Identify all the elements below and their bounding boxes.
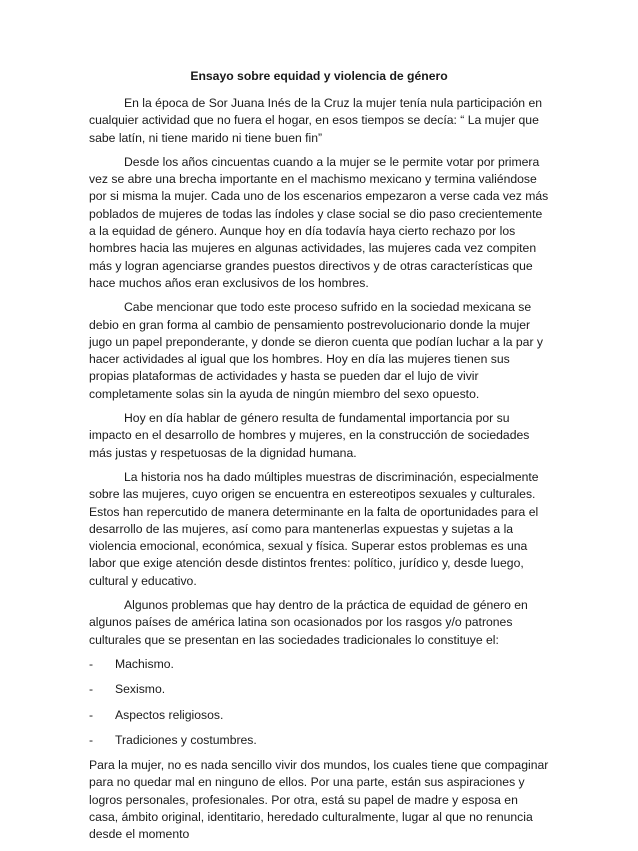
closing-paragraph: Para la mujer, no es nada sencillo vivir dos mundos, los cuales tiene que compaginar para no quedar mal en ninguno de ellos. Por una parte, están sus aspiraciones y logros personales, profesionales. Por otra, está su papel de madre y esposa en casa, ámbito original, identitario, heredado culturalmente, lugar al que no renuncia desde el momento — [89, 758, 549, 842]
paragraph-5: La historia nos ha dado múltiples muestras de discriminación, especialmente sobre las mujeres, cuyo origen se encuentra en estereotipos sexuales y culturales. Estos han repercutido de manera determinante en la falta de oportunidades para el desarrollo de las mujeres, así como para mantenerlas expuestas y sujetas a la violencia emocional, económica, sexual y física. Superar estos problemas es una labor que exige atención desde distintos frentes: político, jurídico y, desde luego, cultural y educativo. — [89, 469, 539, 588]
problem-list — [89, 656, 549, 749]
list-bullet: - — [89, 656, 94, 671]
list-item-text: Machismo. — [115, 656, 174, 671]
list-item — [89, 681, 549, 698]
list-bullet: - — [89, 682, 94, 697]
document-title: Ensayo sobre equidad y violencia de género — [190, 69, 448, 83]
paragraph-3: Cabe mencionar que todo este proceso sufrido en la sociedad mexicana se debio en gran forma al cambio de pensamiento postrevolucionario donde la mujer jugo un papel preponderante, y donde se dieron cuenta que podían luchar a la par y hacer actividades al igual que los hombres. Hoy en día las mujeres tienen sus propias plataformas de actividades y hasta se pueden dar el lujo de vivir completamente solas sin la ayuda de ningún miembro del sexo opuesto. — [89, 300, 543, 401]
list-item-text: Sexismo. — [115, 682, 166, 697]
list-item-text: Aspectos religiosos. — [115, 707, 224, 722]
list-bullet: - — [89, 732, 94, 747]
document-body — [89, 68, 549, 851]
list-item — [89, 732, 549, 749]
paragraph-6: Algunos problemas que hay dentro de la práctica de equidad de género en algunos países de américa latina son ocasionados por los rasgos y/o patrones culturales que se presentan en las sociedades tradicionales lo constituye el: — [89, 598, 528, 647]
paragraph-1: En la época de Sor Juana Inés de la Cruz la mujer tenía nula participación en cualquier actividad que no fuera el hogar, en esos tiempos se decía: “ La mujer que sabe latín, ni tiene marido ni tiene buen fin” — [89, 96, 543, 145]
paragraph-2: Desde los años cincuentas cuando a la mujer se le permite votar por primera vez se abre una brecha importante en el machismo mexicano y termina valiéndose por si misma la mujer. Cada uno de los escenarios empezaron a verse cada vez más poblados de mujeres de todas las índoles y clase social se dio paso crecientemente a la equidad de género. Aunque hoy en día todavía haya cierto rechazo por los hombres hacia las mujeres en algunas actividades, las mujeres cada vez compiten más y logran agenciarse grandes puestos directivos y de otras características que hace muchos años eran exclusivos de los hombres. — [89, 154, 549, 290]
list-item-text: Tradiciones y costumbres. — [115, 732, 257, 747]
list-bullet: - — [89, 707, 94, 722]
list-item — [89, 656, 549, 673]
paragraph-4: Hoy en día hablar de género resulta de fundamental importancia por su impacto en el desarrollo de hombres y mujeres, en la construcción de sociedades más justas y respetuosas de la dignidad humana. — [89, 411, 530, 460]
list-item — [89, 707, 549, 724]
